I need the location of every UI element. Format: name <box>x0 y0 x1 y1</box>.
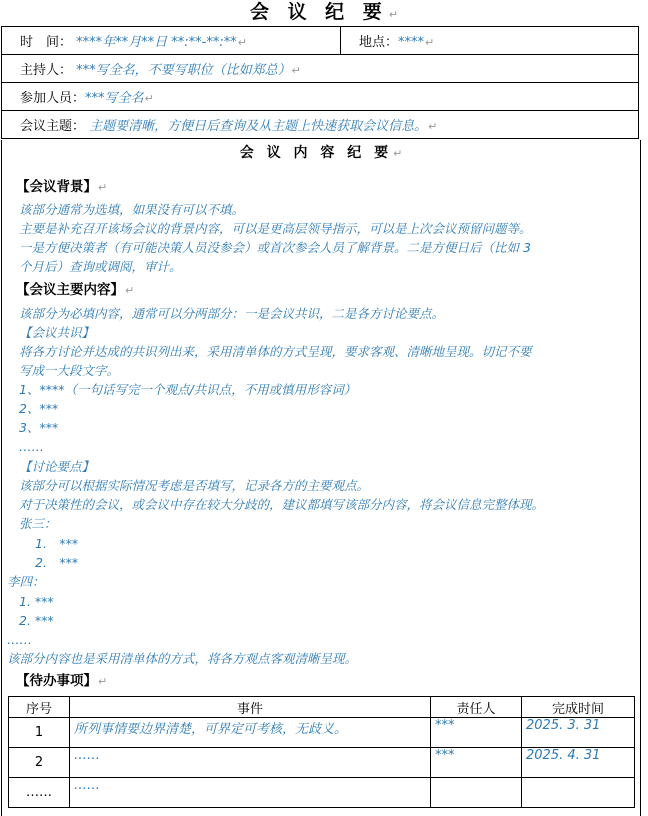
time-cell[interactable]: 时 间： ****年**月**日 **:**-**:**↵ <box>2 27 341 55</box>
main-content-heading: 【会议主要内容】↵ <box>16 282 135 298</box>
consensus-item: 1、****（一句话写完一个观点/共识点，不用或慎用形容词） <box>19 382 357 397</box>
consensus-line: 将各方讨论并达成的共识列出来，采用清单体的方式呈现，要求客观、清晰地呈现。切记不要 <box>19 344 532 359</box>
meeting-info-table <box>1 26 639 139</box>
background-line: 主要是补充召开该场会议的背景内容，可以是更高层领导指示，可以是上次会议预留问题等。 <box>19 221 532 236</box>
document-title: 会 议 纪 要↵ <box>249 1 399 23</box>
todo-event[interactable]: 所列事情要边界清楚，可界定可考核，无歧义。 <box>70 718 431 748</box>
person-item: 2. *** <box>35 555 79 570</box>
consensus-heading: 【会议共识】 <box>19 325 95 340</box>
main-content-intro: 该部分为必填内容，通常可以分两部分：一是会议共识，二是各方讨论要点。 <box>19 306 445 321</box>
todo-header-no: 序号 <box>9 697 70 718</box>
discussion-heading: 【讨论要点】 <box>19 459 95 474</box>
todo-header-owner: 责任人 <box>431 697 522 718</box>
content-title: 会 议 内 容 纪 要↵ <box>239 145 403 161</box>
background-heading: 【会议背景】↵ <box>16 179 108 195</box>
todo-no[interactable]: 1 <box>9 718 70 748</box>
attendees-cell[interactable]: 参加人员：***写全名↵ <box>2 83 639 111</box>
person-name: 张三： <box>19 516 57 531</box>
table-row <box>9 778 635 808</box>
todo-owner[interactable] <box>431 778 522 808</box>
discussion-line: 对于决策性的会议，或会议中存在较大分歧的，建议都填写该部分内容，将会议信息完整体现。 <box>19 497 545 512</box>
consensus-line: 写成一大段文字。 <box>19 363 120 378</box>
background-line: 一是方便决策者（有可能决策人员没参会）或首次参会人员了解背景。二是方便日后（比如 3 <box>19 240 531 255</box>
todo-date[interactable] <box>522 778 635 808</box>
table-row <box>9 748 635 778</box>
todo-table <box>8 696 635 808</box>
meeting-content <box>1 140 641 816</box>
consensus-item: 3、*** <box>19 420 59 435</box>
discussion-line: 该部分可以根据实际情况考虑是否填写，记录各方的主要观点。 <box>19 478 370 493</box>
topic-cell[interactable]: 会议主题： 主题要清晰，方便日后查询及从主题上快速获取会议信息。↵ <box>2 111 639 139</box>
todo-event[interactable]: …… <box>70 778 431 808</box>
todo-owner[interactable]: *** <box>431 748 522 778</box>
todo-date[interactable]: 2025. 4. 31 <box>522 748 635 778</box>
person-item: 1. *** <box>35 536 79 551</box>
todo-owner[interactable]: *** <box>431 718 522 748</box>
discussion-ellipsis: …… <box>7 632 32 647</box>
background-line: 个月后）查询或调阅，审计。 <box>19 259 182 274</box>
host-cell[interactable]: 主持人： ***写全名，不要写职位（比如郑总）↵ <box>2 55 639 83</box>
person-name: 李四： <box>7 574 45 589</box>
person-item: 1. *** <box>19 594 54 609</box>
todo-no[interactable]: …… <box>9 778 70 808</box>
discussion-summary: 该部分内容也是采用清单体的方式，将各方观点客观清晰呈现。 <box>7 651 358 666</box>
todo-header-date: 完成时间 <box>522 697 635 718</box>
todo-heading: 【待办事项】↵ <box>16 673 108 689</box>
consensus-ellipsis: …… <box>19 439 44 454</box>
consensus-item: 2、*** <box>19 401 59 416</box>
place-cell[interactable]: 地点：****↵ <box>341 27 639 55</box>
person-item: 2. *** <box>19 613 54 628</box>
todo-event[interactable]: …… <box>70 748 431 778</box>
todo-date[interactable]: 2025. 3. 31 <box>522 718 635 748</box>
todo-no[interactable]: 2 <box>9 748 70 778</box>
background-line: 该部分通常为选填，如果没有可以不填。 <box>19 202 245 217</box>
todo-header-event: 事件 <box>70 697 431 718</box>
table-row <box>9 718 635 748</box>
